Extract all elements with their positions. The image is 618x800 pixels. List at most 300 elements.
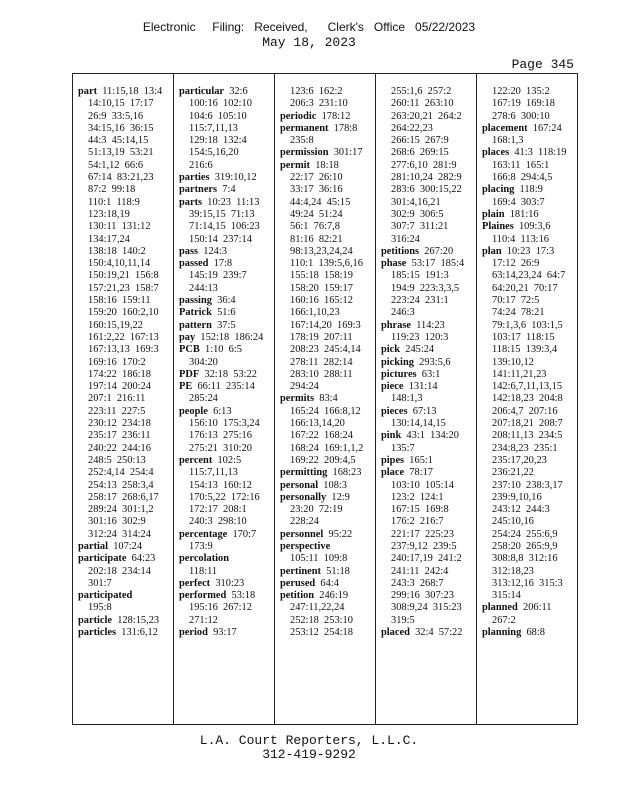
index-entry [179, 86, 272, 98]
index-refs: 64:4 [315, 577, 339, 589]
index-refs-continuation: 197:14 200:24 [88, 381, 151, 393]
index-refs-continuation: 167:19 169:18 [492, 98, 555, 110]
index-refs-continuation: 223:11 227:5 [88, 405, 146, 417]
index-term: partial [78, 540, 109, 552]
index-refs: 53:18 [226, 590, 256, 602]
index-entry [280, 467, 373, 479]
index-refs-continuation: 301:16 302:9 [88, 516, 146, 528]
index-entry [381, 381, 474, 393]
index-refs-continuation: 64:20,21 70:17 [492, 282, 558, 294]
index-refs: 109:3,6 [513, 221, 551, 233]
index-refs-continuation: 207:1 216:11 [88, 393, 146, 405]
index-entry [482, 147, 574, 159]
index-refs-continuation: 135:7 [391, 442, 415, 454]
index-entry [179, 295, 272, 307]
index-refs-continuation: 247:11,22,24 [290, 602, 345, 614]
index-refs: 165:1 [404, 454, 433, 466]
filing-stamp: Electronic Filing: Received, Clerk's Office 05/22/2023 [142, 20, 476, 34]
page-number: Page 345 [511, 57, 574, 72]
index-refs-continuation: 14:10,15 17:17 [88, 98, 154, 110]
index-term: placed [381, 627, 410, 639]
index-refs-continuation: 23:20 72:19 [290, 504, 343, 516]
index-entry [482, 627, 574, 639]
index-refs-continuation: 110:4 113:16 [492, 233, 549, 245]
index-refs-continuation: 195:16 267:12 [189, 602, 252, 614]
index-refs-continuation: 155:18 158:19 [290, 270, 353, 282]
index-term: pay [179, 331, 196, 343]
index-term: periodic [280, 110, 317, 122]
index-term: period [179, 627, 208, 639]
index-refs: 37:5 [211, 319, 236, 331]
index-term: personal [280, 479, 319, 491]
index-refs: 206:11 [517, 602, 552, 614]
index-refs-continuation: 168:24 169:1,1,2 [290, 442, 364, 454]
index-entry [78, 541, 171, 553]
index-refs-continuation: 281:10,24 282:9 [391, 172, 462, 184]
index-term: part [78, 86, 98, 97]
index-refs-continuation: 150:14 237:14 [189, 233, 252, 245]
index-refs-continuation: 176:2 216:7 [391, 516, 444, 528]
index-refs: 246:19 [314, 590, 349, 602]
index-refs-continuation: 122:20 135:2 [492, 86, 550, 97]
index-refs: 43:1 134:20 [401, 430, 459, 442]
index-entry [179, 184, 272, 196]
index-term: particle [78, 614, 113, 626]
index-refs-continuation: 243:12 244:3 [492, 504, 550, 516]
index-term: planning [482, 627, 522, 639]
index-refs-continuation: 154:13 160:12 [189, 479, 252, 491]
index-entry [78, 553, 171, 565]
index-refs-continuation: 170:5,22 172:16 [189, 491, 260, 503]
index-column-4 [376, 74, 477, 724]
index-refs-continuation: 260:11 263:10 [391, 98, 454, 110]
index-refs-continuation: 34:15,16 36:15 [88, 122, 154, 134]
index-entry [482, 246, 574, 258]
index-term: permits [280, 393, 315, 405]
index-term: partners [179, 184, 218, 196]
index-refs-continuation: 160:15,19,22 [88, 319, 143, 331]
index-term: planned [482, 602, 518, 614]
index-refs: 12:9 [326, 491, 350, 503]
index-refs-continuation: 148:1,3 [391, 393, 423, 405]
index-refs-continuation: 63:14,23,24 64:7 [492, 270, 566, 282]
index-refs: 41:3 118:19 [509, 147, 567, 159]
index-refs-continuation: 240:3 298:10 [189, 516, 247, 528]
index-refs-continuation: 166:1,10,23 [290, 307, 340, 319]
index-refs-continuation: 54:1,12 66:6 [88, 159, 144, 171]
index-refs-continuation: 130:14,14,15 [391, 418, 446, 430]
index-refs-continuation: 283:10 288:11 [290, 368, 353, 380]
index-entry [381, 320, 474, 332]
index-refs: 63:1 [416, 368, 441, 380]
index-refs-continuation: 216:6 [189, 159, 213, 171]
index-refs-continuation: 145:19 239:7 [189, 270, 247, 282]
index-refs: 95:22 [323, 528, 353, 540]
index-entry [280, 529, 373, 541]
index-refs-continuation: 254:13 258:3,4 [88, 479, 154, 491]
index-refs-continuation: 168:1,3 [492, 135, 524, 147]
index-refs-continuation: 87:2 99:18 [88, 184, 136, 196]
index-term: pictures [381, 368, 417, 380]
index-term: PE [179, 381, 193, 393]
index-refs-continuation: 275:21 310:20 [189, 442, 252, 454]
index-refs-continuation: 255:1,6 257:2 [391, 86, 452, 97]
index-entry [78, 590, 171, 602]
index-refs-continuation: 39:15,15 71:13 [189, 208, 255, 220]
index-entry [381, 357, 474, 369]
index-refs-continuation: 252:4,14 254:4 [88, 467, 154, 479]
index-term: permit [280, 159, 311, 171]
index-refs-continuation: 237:10 238:3,17 [492, 479, 563, 491]
index-entry [482, 602, 574, 614]
index-refs: 107:24 [108, 540, 143, 552]
index-refs: 51:6 [211, 307, 236, 319]
index-refs-continuation: 194:9 223:3,3,5 [391, 282, 460, 294]
index-refs-continuation: 79:1,3,6 103:1,5 [492, 319, 563, 331]
index-refs: 66:11 235:14 [192, 381, 255, 393]
index-refs-continuation: 160:16 165:12 [290, 295, 353, 307]
index-refs-continuation: 157:21,23 158:7 [88, 282, 159, 294]
index-refs: 6:13 [207, 405, 232, 417]
index-refs-continuation: 159:20 160:2,10 [88, 307, 159, 319]
index-refs: 310:23 [210, 577, 245, 589]
index-term: participate [78, 553, 127, 565]
index-refs: 78:17 [404, 467, 433, 479]
index-entry [179, 369, 272, 381]
index-refs-continuation: 237:9,12 239:5 [391, 540, 457, 552]
index-refs: 93:17 [207, 627, 237, 639]
index-refs-continuation: 246:3 [391, 307, 415, 319]
index-refs-continuation: 301:4,16,21 [391, 196, 441, 208]
index-refs-continuation: 156:10 175:3,24 [189, 418, 260, 430]
index-refs: 128:15,23 [112, 614, 160, 626]
index-refs-continuation: 56:1 76:7,8 [290, 221, 340, 233]
index-term: permission [280, 147, 329, 159]
index-term: place [381, 467, 405, 479]
index-refs-continuation: 141:11,21,23 [492, 368, 547, 380]
index-term: perfect [179, 577, 211, 589]
index-entry [280, 578, 373, 590]
index-refs-continuation: 26:9 33:5,16 [88, 110, 144, 122]
index-refs-continuation: 267:2 [492, 614, 516, 626]
index-refs-continuation: 294:24 [290, 381, 319, 393]
index-refs-continuation: 235:17,20,23 [492, 454, 547, 466]
index-entry [78, 86, 171, 98]
index-entry [381, 455, 474, 467]
index-term: permitting [280, 467, 328, 479]
index-entry [179, 553, 272, 565]
index-refs-continuation: 271:12 [189, 614, 218, 626]
index-refs-continuation: 169:16 170:2 [88, 356, 146, 368]
index-refs-continuation: 169:4 303:7 [492, 196, 545, 208]
index-refs-continuation: 154:5,16,20 [189, 147, 239, 159]
index-refs: 32:18 53:22 [199, 368, 257, 380]
index-entry [280, 480, 373, 492]
index-refs: 108:3 [318, 479, 347, 491]
index-entry [179, 590, 272, 602]
index-refs-continuation: 166:13,14,20 [290, 418, 345, 430]
index-entry [179, 246, 272, 258]
index-refs: 114:23 [411, 319, 445, 331]
index-refs-continuation: 312:24 314:24 [88, 528, 151, 540]
index-entry [179, 307, 272, 319]
index-refs-continuation: 81:16 82:21 [290, 233, 343, 245]
index-refs-continuation: 123:18,19 [88, 208, 130, 220]
index-refs-continuation: 245:10,16 [492, 516, 534, 528]
index-entry [179, 320, 272, 332]
index-term: pink [381, 430, 402, 442]
index-term: perused [280, 577, 316, 589]
index-refs-continuation: 278:6 300:10 [492, 110, 550, 122]
index-refs-continuation: 104:6 105:10 [189, 110, 247, 122]
index-refs-continuation: 130:11 131:12 [88, 221, 151, 233]
index-term: particles [78, 627, 117, 639]
index-refs: 67:13 [407, 405, 437, 417]
index-entry [381, 344, 474, 356]
index-refs-continuation: 252:18 253:10 [290, 614, 353, 626]
index-term: places [482, 147, 510, 159]
index-refs: 32:6 [224, 86, 248, 97]
index-refs-continuation: 240:17,19 241:2 [391, 553, 462, 565]
index-term: pieces [381, 405, 408, 417]
index-refs-continuation: 240:22 244:16 [88, 442, 151, 454]
index-entry [381, 467, 474, 479]
index-refs-continuation: 185:15 191:3 [391, 270, 449, 282]
index-refs-continuation: 150:4,10,11,14 [88, 258, 151, 270]
index-refs-continuation: 289:24 301:1,2 [88, 504, 154, 516]
index-refs: 301:17 [328, 147, 363, 159]
index-refs-continuation: 139:10,12 [492, 356, 534, 368]
index-refs-continuation: 308:8,8 312:16 [492, 553, 558, 565]
index-entry [179, 529, 272, 541]
index-term: pass [179, 245, 199, 257]
index-refs: 11:15,18 13:4 [97, 86, 163, 97]
index-term: phrase [381, 319, 412, 331]
index-refs: 178:12 [316, 110, 351, 122]
index-refs-continuation: 118:15 139:3,4 [492, 344, 558, 356]
index-refs: 10:23 17:3 [501, 245, 555, 257]
index-refs-continuation: 129:18 132:4 [189, 135, 247, 147]
index-refs-continuation: 119:23 120:3 [391, 331, 449, 343]
index-refs-continuation: 223:24 231:1 [391, 295, 449, 307]
index-term: people [179, 405, 208, 417]
index-refs-continuation: 316:24 [391, 233, 420, 245]
index-entry [179, 455, 272, 467]
index-term: piece [381, 381, 404, 393]
index-refs-continuation: 241:11 242:4 [391, 565, 449, 577]
index-refs-continuation: 165:24 166:8,12 [290, 405, 361, 417]
index-refs-continuation: 308:9,24 315:23 [391, 602, 462, 614]
index-term: permanent [280, 122, 329, 134]
index-refs-continuation: 44:3 45:14,15 [88, 135, 149, 147]
index-refs-continuation: 67:14 83:21,23 [88, 172, 154, 184]
index-refs-continuation: 74:24 78:21 [492, 307, 545, 319]
index-term: placement [482, 122, 528, 134]
index-term: plan [482, 245, 502, 257]
index-refs-continuation: 161:2,22 167:13 [88, 331, 159, 343]
index-refs: 267:20 [419, 245, 454, 257]
index-term: parts [179, 196, 203, 208]
index-refs-continuation: 207:18,21 208:7 [492, 418, 563, 430]
index-term: petition [280, 590, 315, 602]
index-term: picking [381, 356, 414, 368]
index-term: plain [482, 208, 505, 220]
index-refs-continuation: 51:13,19 53:21 [88, 147, 154, 159]
index-entry [78, 615, 171, 627]
index-entry [179, 332, 272, 344]
index-refs-continuation: 103:10 105:14 [391, 479, 454, 491]
index-refs-continuation: 234:8,23 235:1 [492, 442, 558, 454]
index-refs-continuation: 17:12 26:9 [492, 258, 540, 270]
index-refs-continuation: 105:11 109:8 [290, 553, 348, 565]
index-refs: 32:4 57:22 [409, 627, 463, 639]
index-refs: 83:4 [314, 393, 338, 405]
index-refs-continuation: 268:6 269:15 [391, 147, 449, 159]
index-refs-continuation: 312:18,23 [492, 565, 534, 577]
index-refs-continuation: 278:11 282:14 [290, 356, 353, 368]
index-refs: 53:17 185:4 [406, 258, 465, 270]
index-refs-continuation: 315:14 [492, 590, 521, 602]
index-refs-continuation: 174:22 186:18 [88, 368, 151, 380]
index-entry [482, 221, 574, 233]
index-refs-continuation: 103:17 118:15 [492, 331, 555, 343]
index-refs: 170:7 [227, 528, 257, 540]
index-refs: 152:18 186:24 [195, 331, 264, 343]
index-refs-continuation: 123:2 124:1 [391, 491, 444, 503]
index-entry [179, 406, 272, 418]
index-refs-continuation: 307:7 311:21 [391, 221, 449, 233]
index-refs-continuation: 115:7,11,13 [189, 122, 238, 134]
index-refs-continuation: 248:5 250:13 [88, 454, 146, 466]
index-term: PCB [179, 344, 200, 356]
index-refs-continuation: 123:6 162:2 [290, 86, 343, 97]
index-entry [179, 197, 272, 209]
index-refs: 118:9 [514, 184, 543, 196]
index-entry [381, 258, 474, 270]
index-refs: 17:8 [208, 258, 233, 270]
index-entry [482, 209, 574, 221]
index-refs-continuation: 264:22,23 [391, 122, 433, 134]
index-column-1 [73, 74, 174, 724]
index-term: percent [179, 454, 213, 466]
index-term: placing [482, 184, 515, 196]
index-entry [482, 184, 574, 196]
index-refs: 131:14 [403, 381, 438, 393]
index-refs: 168:23 [327, 467, 362, 479]
index-entry [280, 566, 373, 578]
index-refs-continuation: 167:14,20 169:3 [290, 319, 361, 331]
index-refs-continuation: 142:18,23 204:8 [492, 393, 563, 405]
index-refs-continuation: 169:22 209:4,5 [290, 454, 356, 466]
index-entry [381, 246, 474, 258]
index-refs-continuation: 277:6,10 281:9 [391, 159, 457, 171]
index-entry [280, 393, 373, 405]
index-refs-continuation: 49:24 51:24 [290, 208, 343, 220]
index-term: particular [179, 86, 225, 97]
index-refs-continuation: 178:19 207:11 [290, 331, 353, 343]
index-refs-continuation: 228:24 [290, 516, 319, 528]
index-refs-continuation: 172:17 208:1 [189, 504, 247, 516]
index-entry [381, 406, 474, 418]
index-refs-continuation: 22:17 26:10 [290, 172, 343, 184]
index-refs-continuation: 173:9 [189, 540, 213, 552]
index-entry [179, 381, 272, 393]
index-refs-continuation: 236:21,22 [492, 467, 534, 479]
index-refs-continuation: 266:15 267:9 [391, 135, 449, 147]
index-entry [280, 492, 373, 504]
index-refs: 167:24 [527, 122, 562, 134]
index-refs-continuation: 158:20 159:17 [290, 282, 353, 294]
index-refs-continuation: 263:20,21 264:2 [391, 110, 462, 122]
index-entry [179, 627, 272, 639]
index-entry [381, 627, 474, 639]
index-term: Plaines [482, 221, 514, 233]
index-refs-continuation: 313:12,16 315:3 [492, 577, 563, 589]
index-refs: 7:4 [217, 184, 236, 196]
index-term: Patrick [179, 307, 212, 319]
index-entry [280, 541, 373, 553]
index-refs-continuation: 176:13 275:16 [189, 430, 252, 442]
index-refs-continuation: 163:11 165:1 [492, 159, 550, 171]
transcript-date: May 18, 2023 [262, 35, 356, 50]
index-refs: 64:23 [126, 553, 156, 565]
index-refs-continuation: 221:17 225:23 [391, 528, 454, 540]
index-refs: 10:23 11:13 [202, 196, 260, 208]
index-column-2 [174, 74, 275, 724]
index-refs: 18:18 [310, 159, 339, 171]
index-term: phase [381, 258, 407, 270]
index-refs: 102:5 [212, 454, 242, 466]
index-entry [179, 344, 272, 356]
index-refs-continuation: 167:15 169:8 [391, 504, 449, 516]
index-entry [280, 123, 373, 135]
index-refs-continuation: 235:17 236:11 [88, 430, 151, 442]
index-refs-continuation: 299:16 307:23 [391, 590, 454, 602]
index-column-5 [477, 74, 577, 724]
index-term: pick [381, 344, 401, 356]
index-refs-continuation: 195:8 [88, 602, 112, 614]
index-refs-continuation: 319:5 [391, 614, 415, 626]
index-entry [78, 627, 171, 639]
index-refs-continuation: 71:14,15 106:23 [189, 221, 260, 233]
index-refs-continuation: 208:11,13 234:5 [492, 430, 563, 442]
index-refs-continuation: 70:17 72:5 [492, 295, 540, 307]
index-refs-continuation: 302:9 306:5 [391, 208, 444, 220]
index-refs-continuation: 100:16 102:10 [189, 98, 252, 110]
index-refs: 1:10 6:5 [199, 344, 242, 356]
index-column-3 [275, 74, 376, 724]
index-refs-continuation: 118:11 [189, 565, 218, 577]
index-term: percentage [179, 528, 228, 540]
index-refs: 245:24 [400, 344, 435, 356]
index-refs-continuation: 33:17 36:16 [290, 184, 343, 196]
index-refs-continuation: 167:13,13 169:3 [88, 344, 159, 356]
index-entry [280, 160, 373, 172]
index-refs-continuation: 44:4,24 45:15 [290, 196, 351, 208]
index-refs-continuation: 142:6,7,11,13,15 [492, 381, 563, 393]
index-refs-continuation: 283:6 300:15,22 [391, 184, 462, 196]
index-refs: 51:18 [320, 565, 350, 577]
index-refs: 181:16 [504, 208, 539, 220]
index-refs-continuation: 230:12 234:18 [88, 418, 151, 430]
index-refs-continuation: 301:7 [88, 577, 112, 589]
index-entry [381, 369, 474, 381]
index-term: parties [179, 172, 210, 184]
index-term: percolation [179, 553, 230, 565]
index-term: petitions [381, 245, 420, 257]
index-refs-continuation: 110:1 118:9 [88, 196, 140, 208]
index-refs-continuation: 202:18 234:14 [88, 565, 151, 577]
